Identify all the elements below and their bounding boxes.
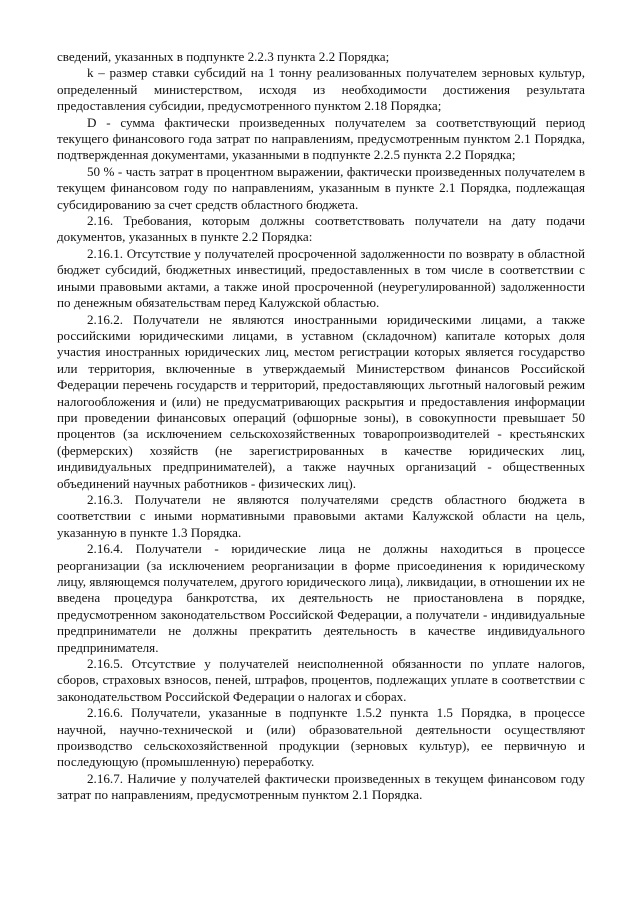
paragraph-2-16-6: 2.16.6. Получатели, указанные в подпункте 1.5.2 пункта 1.5 Порядка, в процессе научной, научно-технической и (или) образовательной деятельности осуществляют производство сельскохозяйственной продукции (зерновых культур), ее первичную и последующую (промышленную) переработку. bbox=[57, 705, 585, 770]
paragraph-2-16-1: 2.16.1. Отсутствие у получателей просроченной задолженности по возврату в областной бюджет субсидий, бюджетных инвестиций, предоставленных в том числе в соответствии с иными правовыми актами, а также иной просроченной (неурегулированной) задолженности по денежным обязательствам перед Калужской областью. bbox=[57, 245, 585, 311]
paragraph-2-16-3: 2.16.3. Получатели не являются получателями средств областного бюджета в соответствии с иными нормативными правовыми актами Калужской области на цель, указанную в пункте 1.3 Порядка. bbox=[57, 491, 585, 540]
paragraph-2-16-7: 2.16.7. Наличие у получателей фактически произведенных в текущем финансовом году затрат по направлениям, предусмотренным пунктом 2.1 Порядка. bbox=[57, 770, 585, 803]
document-body bbox=[57, 49, 585, 804]
paragraph-2-16-2: 2.16.2. Получатели не являются иностранными юридическими лицами, а также российскими юридическими лицами, в уставном (складочном) капитале которых доля участия иностранных юридических лиц, местом регистрации которых является государство или территория, включенные в утверждаемый Министерством финансов Российской Федерации перечень государств и территорий, предоставляющих льготный налоговый режим налогообложения и (или) не предусматривающих раскрытия и предоставления информации при проведении финансовых операций (офшорные зоны), в совокупности превышает 50 процентов (за исключением сельскохозяйственных товаропроизводителей - крестьянских (фермерских) хозяйств (не зарегистрированных в качестве юридических лиц, индивидуальных предпринимателей), а также научных организаций - общественных объединений научных работников - физических лиц). bbox=[57, 311, 585, 491]
paragraph-continuation: сведений, указанных в подпункте 2.2.3 пункта 2.2 Порядка; bbox=[57, 49, 390, 64]
paragraph-d-definition: D - сумма фактически произведенных получателем за соответствующий период текущего финансового года затрат по направлениям, предусмотренным пунктом 2.1 Порядка, подтвержденная документами, указанными в подпункте 2.2.5 пункта 2.2 Порядка; bbox=[57, 114, 585, 163]
paragraph-k-definition: k – размер ставки субсидий на 1 тонну реализованных получателем зерновых культур, определенный министерством, исходя из необходимости достижения результата предоставления субсидии, предусмотренного пунктом 2.18 Порядка; bbox=[57, 65, 585, 114]
paragraph-2-16-5: 2.16.5. Отсутствие у получателей неисполненной обязанности по уплате налогов, сборов, страховых взносов, пеней, штрафов, процентов, подлежащих уплате в соответствии с законодательством Российской Федерации о налогах и сборах. bbox=[57, 656, 585, 704]
paragraph-2-16: 2.16. Требования, которым должны соответствовать получатели на дату подачи документов, указанных в пункте 2.2 Порядка: bbox=[57, 213, 585, 245]
paragraph-50-percent: 50 % - часть затрат в процентном выражении, фактически произведенных получателем в текущем финансовом году по направлениям, указанным в пункте 2.1 Порядка, подлежащая субсидированию за счет средств областного бюджета. bbox=[57, 163, 585, 212]
paragraph-2-16-4: 2.16.4. Получатели - юридические лица не должны находиться в процессе реорганизации (за исключением реорганизации в форме присоединения к юридическому лицу, являющемся получателем, другого юридического лица), ликвидации, в отношении их не введена процедура банкротства, их деятельность не приостановлена в порядке, предусмотренном законодательством Российской Федерации, а получатели - индивидуальные предприниматели не должны прекратить деятельность в качестве индивидуального предпринимателя. bbox=[57, 541, 585, 655]
